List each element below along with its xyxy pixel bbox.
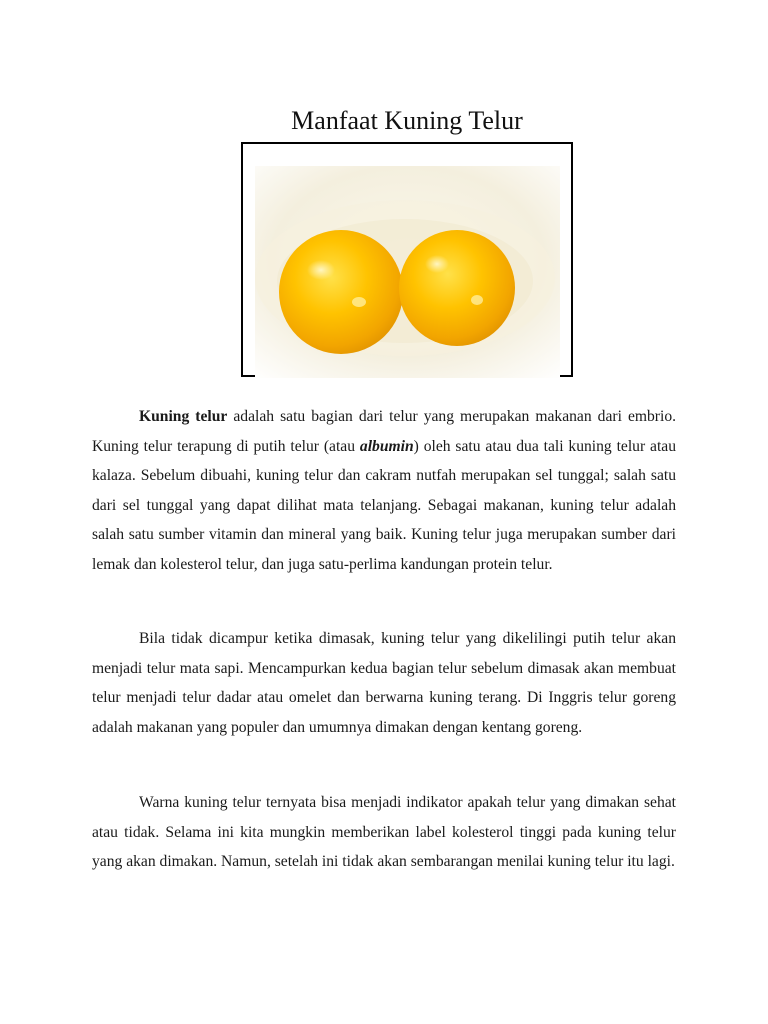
paragraph-1 bbox=[92, 402, 676, 580]
left-yolk bbox=[279, 230, 403, 354]
egg-yolk-figure bbox=[241, 142, 573, 377]
term-kuning-telur: Kuning telur bbox=[139, 408, 228, 425]
paragraph-3 bbox=[92, 788, 676, 877]
paragraph-1-text-b: ) oleh satu atau dua tali kuning telur atau kalaza. Sebelum dibuahi, kuning telur dan cakram nutfah merupakan sel tunggal; salah satu dari sel tunggal yang dapat dilihat mata telanjang. Sebagai makanan, kuning telur adalah salah satu sumber vitamin dan mineral yang baik. Kuning telur juga merupakan sumber dari lemak dan kolesterol telur, dan juga satu-perlima kandungan protein telur. bbox=[92, 437, 676, 573]
paragraph-2 bbox=[92, 624, 676, 742]
right-yolk bbox=[399, 230, 515, 346]
egg-yolks-image bbox=[255, 166, 560, 378]
paragraph-3-text: Warna kuning telur ternyata bisa menjadi indikator apakah telur yang dimakan sehat atau tidak. Selama ini kita mungkin memberikan label kolesterol tinggi pada kuning telur yang akan dimakan. Namun, setelah ini tidak akan sembarangan menilai kuning telur itu lagi. bbox=[92, 794, 676, 871]
page-title: Manfaat Kuning Telur bbox=[291, 106, 523, 135]
term-albumin: albumin bbox=[359, 437, 414, 455]
paragraph-1-text-a: adalah satu bagian dari telur yang merupakan makanan dari embrio. Kuning telur terapung di putih telur (atau bbox=[92, 408, 677, 455]
paragraph-2-text: Bila tidak dicampur ketika dimasak, kuning telur yang dikelilingi putih telur akan menjadi telur mata sapi. Mencampurkan kedua bagian telur sebelum dimasak akan membuat telur menjadi telur dadar atau omelet dan berwarna kuning terang. Di Inggris telur goreng adalah makanan yang populer dan umumnya dimakan dengan kentang goreng. bbox=[92, 630, 676, 736]
